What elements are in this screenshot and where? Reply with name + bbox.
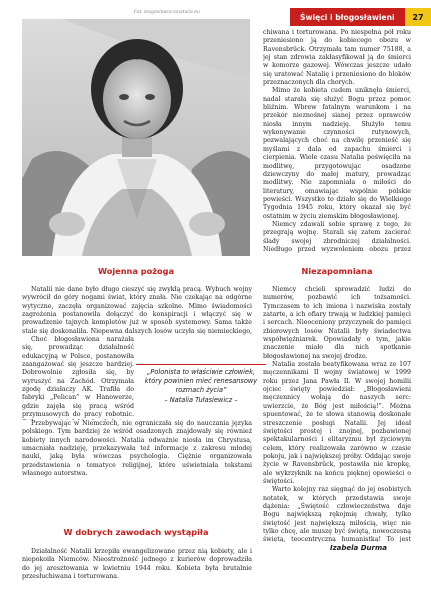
page-number: 27 <box>405 8 431 26</box>
paragraph: Działalność Natalii krzepiła ewangelizowane przez nią kobiety, ale i niepokoiła Niemców. Nieostrożność jednego z kurierów doprowadziła do jej aresztowania w kwietniu 1944 roku. Kobieta była brutalnie przesłuchiwana i torturowana. <box>22 548 252 581</box>
paragraph: Choć błogosławiona narażała się, prowadząc działalność edukacyjną w Polsce, postanowiła zaangażować się jeszcze bardziej. Dobrowolnie zgłosiła się, by wyruszyć na Zachód. Otrzymała zgodę działaczy AK. Trafiła do fabryki „Pelican” w Hanowerze, gdzie zajęła się pracą wśród przymusowych do pracy robotnic. <box>22 336 134 419</box>
paragraph: Natalia została beatyfikowana wraz ze 107 męczennikami II wojny światowej w 1999 roku przez Jana Pawła II. W swojej homilii ojciec święty powiedział: „Błogosławieni męczennicy wołają do naszych serc: uwierzcie, że Bóg jest miłością!”. Można spuentować, że te słowa stanowią doskonałe streszczenie posługi Natalii. Jej ideał świętości prostej i znojnej, pozbawionej spektakularności i elitaryzmu był życiowym celem, który realizowała zarówno w czasie pokoju, jak i największej próby. Oddając swoje życie w Ravensbrück, postawiła nie kropkę, ale wykrzyknik na końcu pięknej opowieści o świętości. <box>263 361 411 485</box>
author-signature: Izabela Durma <box>330 544 387 552</box>
quote-rule-top <box>136 364 266 365</box>
paragraph: Przebywając w Niemczech, nie ograniczała się do nauczania języka polskiego. Tym bardziej że wśród osadzonych znajdowały się również kobiety innych narodowości. Natalia odważnie niosła im Chrystusa, umacniała nadzieję, przekazywała też informacje z zakresu młodej nauki, jaką była wówczas psychologia. Ciężnie organizowała przedstawienia o tematyce religijnej, które uświetniała tekstami własnego autorstwa. <box>22 420 252 478</box>
section-heading-wojenna: Wojenna pożoga <box>97 266 175 276</box>
paragraph: chiwana i torturowana. Po niespełna pół roku przeniesiono ją do kobiecego obozu w Ravensbrück. Otrzymała tam numer 75188, a jej stan zdrowia zakłasyfikował ją do śmierci w komorze gazowej. Wówczas jeszcze udało się uratować Natalię i przeniesiono do bloków przeznaczonych dla chorych. <box>263 29 411 87</box>
section-title: Święci i błogosławieni <box>300 12 395 22</box>
quote-text: „Polonista to właściwie człowiek, który powinien mieć renesansowy rozmach życia” <box>144 368 258 394</box>
paragraph: Niemcy chcieli sprowadzić ludzi do numerów, pozbawić ich tożsamości. Tymczasem to ich imiona i nazwiska zostały zatarte, a ich ofiary trwają w ludzkiej pamięci i sercach. Nieoceniony przyczynek do pamięci zbiorowych losów Natalii były świadectwa współwięźniarek. Opowiadały o tym, jakie znaczenie miało dla nich spotkanie błogosławionej na swojej drodze. <box>263 286 411 360</box>
paragraph: Mimo że kobieta cudem uniknęła śmierci, nadal starała się służyć Bogu przez pomoc bliźnim. Wbrew fatalnym warunkom i na przekór nieznośnej sianej przez oprawców niosła innym nadzieję. Służyło temu wykonywanie czynności rutynowych, pozwalających choć na chwilę przenieść się myślami z dala od zapachu śmierci i cierpienia. Wiele czasu Natalia poświęciła na modlitwę, przygotowując osadzone dziewczyny do małej matury, prowadząc modlitwy. Nie zapomniała o miłości do literatury, omawiając wspólnie polskie powieści. Wszystko to działo się do Wielkiego Tygodnia 1945 roku, który okazał się być ostatnim w życiu ziemskim błogosławionej. <box>263 87 411 220</box>
paragraph: Warto kolejny raz sięgnąć do jej osobistych notatek, w których przedstawia swoje dążenia: „Świętość człowieczeństwa daje Bogu największą rękojmię chwały, tylko świętość jest największą miłością, więc nie tylko chcę, ale muszę być świętą, nowoczesną świętą, teocentryczną humanistką! To jest <box>263 486 411 542</box>
quote-attribution: – Natalia Tułasiewicz – <box>164 396 238 404</box>
article-paragraphs-2b <box>22 420 252 520</box>
paragraph: Natalii nie dane było długo cieszyć się zwykłą pracą. Wybuch wojny wywrócił do góry nogami świat, który znała. Nie czekając na odgórne wytyczne, zaczęła organizować zajęcia szkolne. Mimo świadomości zagrożenia postanowiła dołączyć do konspiracji i włączyć się w prowadzenie tajnych kompletów już w sposób systemowy. Sama także stale się doskonaliła. Niepewna dalszych losów uczyła się niemieckiego, <box>22 286 252 335</box>
paragraph: Niemcy zdawali sobie sprawę z tego, że przegrają wojnę. Starali się zatem zacierać ślady swojej zbrodniczej działalności. Niedługo przed wyzwoleniem obozu przez <box>263 220 411 253</box>
photo-credit: Fot. blogoslawionanatalia.eu <box>134 10 200 15</box>
article-paragraphs-3 <box>22 548 252 592</box>
section-heading-niezapomniana: Niezapomniana <box>301 266 373 276</box>
portrait-illustration <box>22 19 250 256</box>
article-paragraphs-right-1 <box>263 29 411 253</box>
article-paragraphs-2a <box>22 336 134 420</box>
portrait-photo <box>22 19 250 256</box>
pull-quote <box>142 368 260 414</box>
article-paragraphs-1 <box>22 286 252 336</box>
section-header <box>290 8 431 26</box>
section-heading-dobrych: W dobrych zawodach wystąpiła <box>63 527 209 537</box>
article-paragraphs-right-2 <box>263 286 411 542</box>
